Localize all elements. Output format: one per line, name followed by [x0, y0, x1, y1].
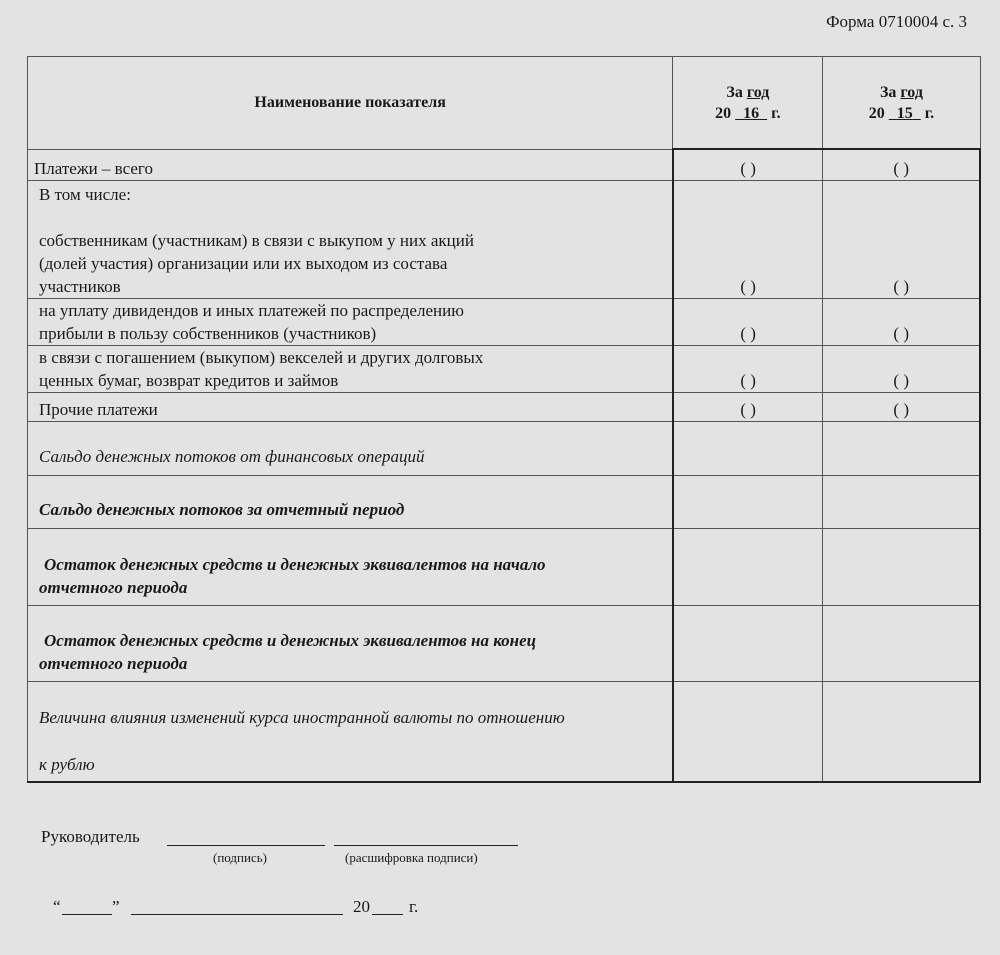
value-cell[interactable] — [823, 528, 980, 605]
row-label: В том числе: собственникам (участникам) в связи с выкупом у них акций (долей участия) организации или их выходом из состава участников — [28, 180, 673, 298]
month-line[interactable] — [131, 914, 343, 915]
row-label: Платежи – всего — [28, 149, 673, 180]
value-cell[interactable]: ( ) — [823, 298, 980, 345]
year2-value: 15 — [896, 104, 913, 122]
signature-caption: (подпись) — [213, 850, 267, 865]
year1-value: 16 — [743, 104, 760, 122]
year-prefix: 20 — [353, 897, 370, 916]
table-row — [28, 528, 981, 605]
form-number: Форма 0710004 с. 3 — [826, 12, 967, 31]
value-cell[interactable] — [673, 681, 823, 782]
year-line[interactable] — [372, 914, 403, 915]
value-cell[interactable] — [673, 421, 823, 475]
cash-flow-table — [27, 56, 981, 783]
table-row — [28, 475, 981, 528]
year-suffix: г. — [409, 897, 419, 916]
quote-open: “ — [53, 897, 61, 916]
quote-close: ” — [112, 897, 120, 916]
row-label: Сальдо денежных потоков за отчетный период — [28, 475, 673, 528]
value-cell[interactable] — [823, 605, 980, 681]
value-cell[interactable]: ( ) — [673, 392, 823, 421]
row-label: на уплату дивидендов и иных платежей по распределению прибыли в пользу собственников (участников) — [28, 298, 673, 345]
signature-decode-line[interactable] — [334, 845, 518, 846]
row-label: Прочие платежи — [28, 392, 673, 421]
year1-header: За год 20 16 г. — [673, 57, 823, 150]
table-row — [28, 149, 981, 180]
value-cell[interactable]: ( ) — [673, 180, 823, 298]
table-row — [28, 180, 981, 298]
value-cell[interactable]: ( ) — [673, 298, 823, 345]
table-row — [28, 681, 981, 782]
value-cell[interactable]: ( ) — [673, 149, 823, 180]
table-header-row — [28, 57, 981, 150]
value-cell[interactable] — [823, 475, 980, 528]
value-cell[interactable]: ( ) — [823, 392, 980, 421]
value-cell[interactable] — [823, 681, 980, 782]
value-cell[interactable]: ( ) — [673, 345, 823, 392]
table-row — [28, 298, 981, 345]
row-label: Остаток денежных средств и денежных эквивалентов на начало отчетного периода — [28, 528, 673, 605]
decode-caption: (расшифровка подписи) — [345, 850, 478, 865]
row-label: Сальдо денежных потоков от финансовых операций — [28, 421, 673, 475]
value-cell[interactable] — [673, 528, 823, 605]
value-cell[interactable]: ( ) — [823, 149, 980, 180]
row-label: в связи с погашением (выкупом) векселей и других долговых ценных бумаг, возврат кредитов и займов — [28, 345, 673, 392]
table-row — [28, 421, 981, 475]
head-label: Руководитель — [41, 827, 140, 846]
value-cell[interactable] — [823, 421, 980, 475]
table-row — [28, 605, 981, 681]
value-cell[interactable]: ( ) — [823, 180, 980, 298]
row-label: Величина влияния изменений курса иностранной валюты по отношению к рублю — [28, 681, 673, 782]
year2-header: За год 20 15 г. — [823, 57, 980, 150]
indicator-header: Наименование показателя — [28, 57, 673, 150]
value-cell[interactable] — [673, 475, 823, 528]
signature-line[interactable] — [167, 845, 325, 846]
day-line[interactable] — [62, 914, 112, 915]
value-cell[interactable] — [673, 605, 823, 681]
table-row — [28, 345, 981, 392]
table-row — [28, 392, 981, 421]
value-cell[interactable]: ( ) — [823, 345, 980, 392]
row-label: Остаток денежных средств и денежных эквивалентов на конец отчетного периода — [28, 605, 673, 681]
